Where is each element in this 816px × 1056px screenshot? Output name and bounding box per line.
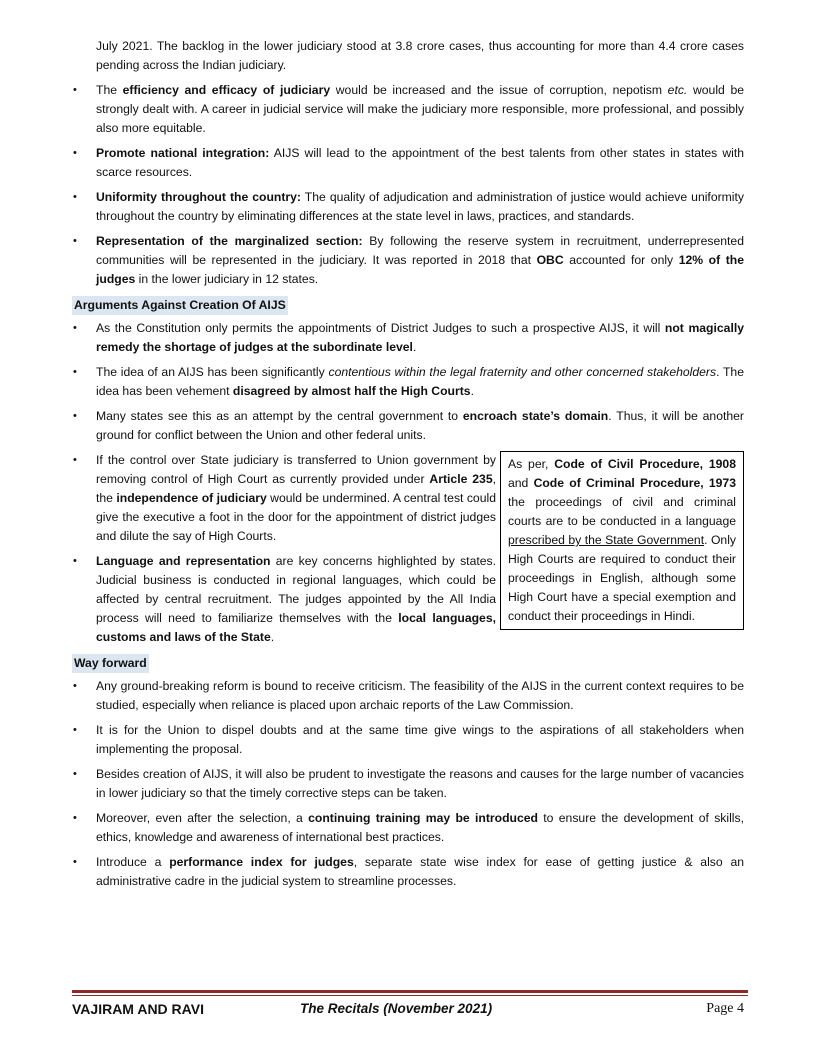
bullet-icon: •	[73, 680, 77, 692]
bullet-icon: •	[73, 454, 77, 466]
bullet-icon: •	[73, 555, 77, 567]
page-footer	[72, 999, 744, 1019]
list-item: • Representation of the marginalized section: By following the reserve system in recruitment, underrepresented communities will be represented in the judiciary. It was reported in 2018 that OBC accounted for only 12% of the judges in the lower judiciary in 12 states.	[73, 234, 745, 286]
bullet-icon: •	[73, 147, 77, 159]
section-heading-against: Arguments Against Creation Of AIJS	[72, 296, 288, 315]
list-item: • Moreover, even after the selection, a continuing training may be introduced to ensure the development of skills, ethics, knowledge and awareness of international best practices.	[73, 811, 744, 844]
list-item: • Promote national integration: AIJS will lead to the appointment of the best talents from other states in states with scarce resources.	[73, 146, 745, 179]
bullet-icon: •	[73, 366, 77, 378]
list-item: • Many states see this as an attempt by the central government to encroach state’s domain. Thus, it will be another ground for conflict between the Union and other federal units.	[73, 409, 744, 442]
bullet-icon: •	[73, 856, 77, 868]
bullet-icon: •	[73, 768, 77, 780]
list-item: • The idea of an AIJS has been significantly contentious within the legal fraternity and other concerned stakeholders. The idea has been vehement disagreed by almost half the High Courts.	[73, 365, 744, 398]
benefits-list	[72, 81, 744, 289]
page-number: Page 4	[706, 1001, 744, 1016]
intro-paragraph: July 2021. The backlog in the lower judiciary stood at 3.8 crore cases, thus accounting for more than 4.4 crore cases pending across the Indian judiciary.	[96, 39, 744, 72]
list-item: • It is for the Union to dispel doubts and at the same time give wings to the aspirations of all stakeholders when implementing the proposal.	[73, 723, 744, 756]
list-item: • Introduce a performance index for judges, separate state wise index for ease of getting justice & also an administrative cadre in the judicial system to streamline processes.	[73, 855, 744, 888]
bullet-icon: •	[73, 191, 77, 203]
way-forward-list	[72, 677, 744, 891]
bullet-icon: •	[73, 724, 77, 736]
against-list	[72, 319, 744, 445]
list-item: • The efficiency and efficacy of judiciary would be increased and the issue of corruption, nepotism etc. would be strongly dealt with. A career in judicial service will make the judiciary more responsible, more professional, and possibly also more equitable.	[73, 83, 745, 135]
list-item: • Uniformity throughout the country: The quality of adjudication and administration of justice would achieve uniformity throughout the country by eliminating differences at the state level in laws, practices, and standards.	[73, 190, 744, 223]
footer-publisher: VAJIRAM AND RAVI	[72, 1001, 204, 1017]
section-heading-way-forward: Way forward	[72, 654, 149, 673]
list-item: • Any ground-breaking reform is bound to receive criticism. The feasibility of the AIJS in the current context requires to be studied, especially when reliance is placed upon archaic reports of the Law Commission.	[73, 679, 744, 712]
bullet-icon: •	[73, 235, 77, 247]
footer-rule-thin	[72, 995, 748, 996]
list-item: • Besides creation of AIJS, it will also be prudent to investigate the reasons and causes for the large number of vacancies in lower judiciary so that the timely corrective steps can be taken.	[73, 767, 744, 800]
against-list-continued	[72, 451, 496, 653]
page-content	[72, 37, 744, 897]
footer-rule	[72, 990, 748, 993]
bullet-icon: •	[73, 812, 77, 824]
list-item: • As the Constitution only permits the appointments of District Judges to such a prospective AIJS, it will not magically remedy the shortage of judges at the subordinate level.	[73, 321, 744, 354]
bullet-icon: •	[73, 410, 77, 422]
list-item: • If the control over State judiciary is transferred to Union government by removing control of High Court as currently provided under Article 235, the independence of judiciary would be undermined. A central test could give the executive a foot in the door for the appointment of district judges and dilute the say of High Courts.	[73, 453, 496, 543]
bullet-icon: •	[73, 84, 77, 96]
info-box-language: As per, Code of Civil Procedure, 1908 and Code of Criminal Procedure, 1973 the proceedings of civil and criminal courts are to be conducted in a language prescribed by the State Government. Only High Courts are required to conduct their proceedings in English, although some High Court have a special exemption and conduct their proceedings in Hindi.	[500, 451, 744, 630]
list-item: • Language and representation are key concerns highlighted by states. Judicial business is conducted in regional languages, which could be affected by central recruitment. The judges appointed by the All India process will need to familiarize themselves with the local languages, customs and laws of the State.	[73, 554, 497, 644]
bullet-icon: •	[73, 322, 77, 334]
footer-publication: The Recitals (November 2021)	[300, 1001, 493, 1016]
two-column-section	[72, 451, 744, 653]
